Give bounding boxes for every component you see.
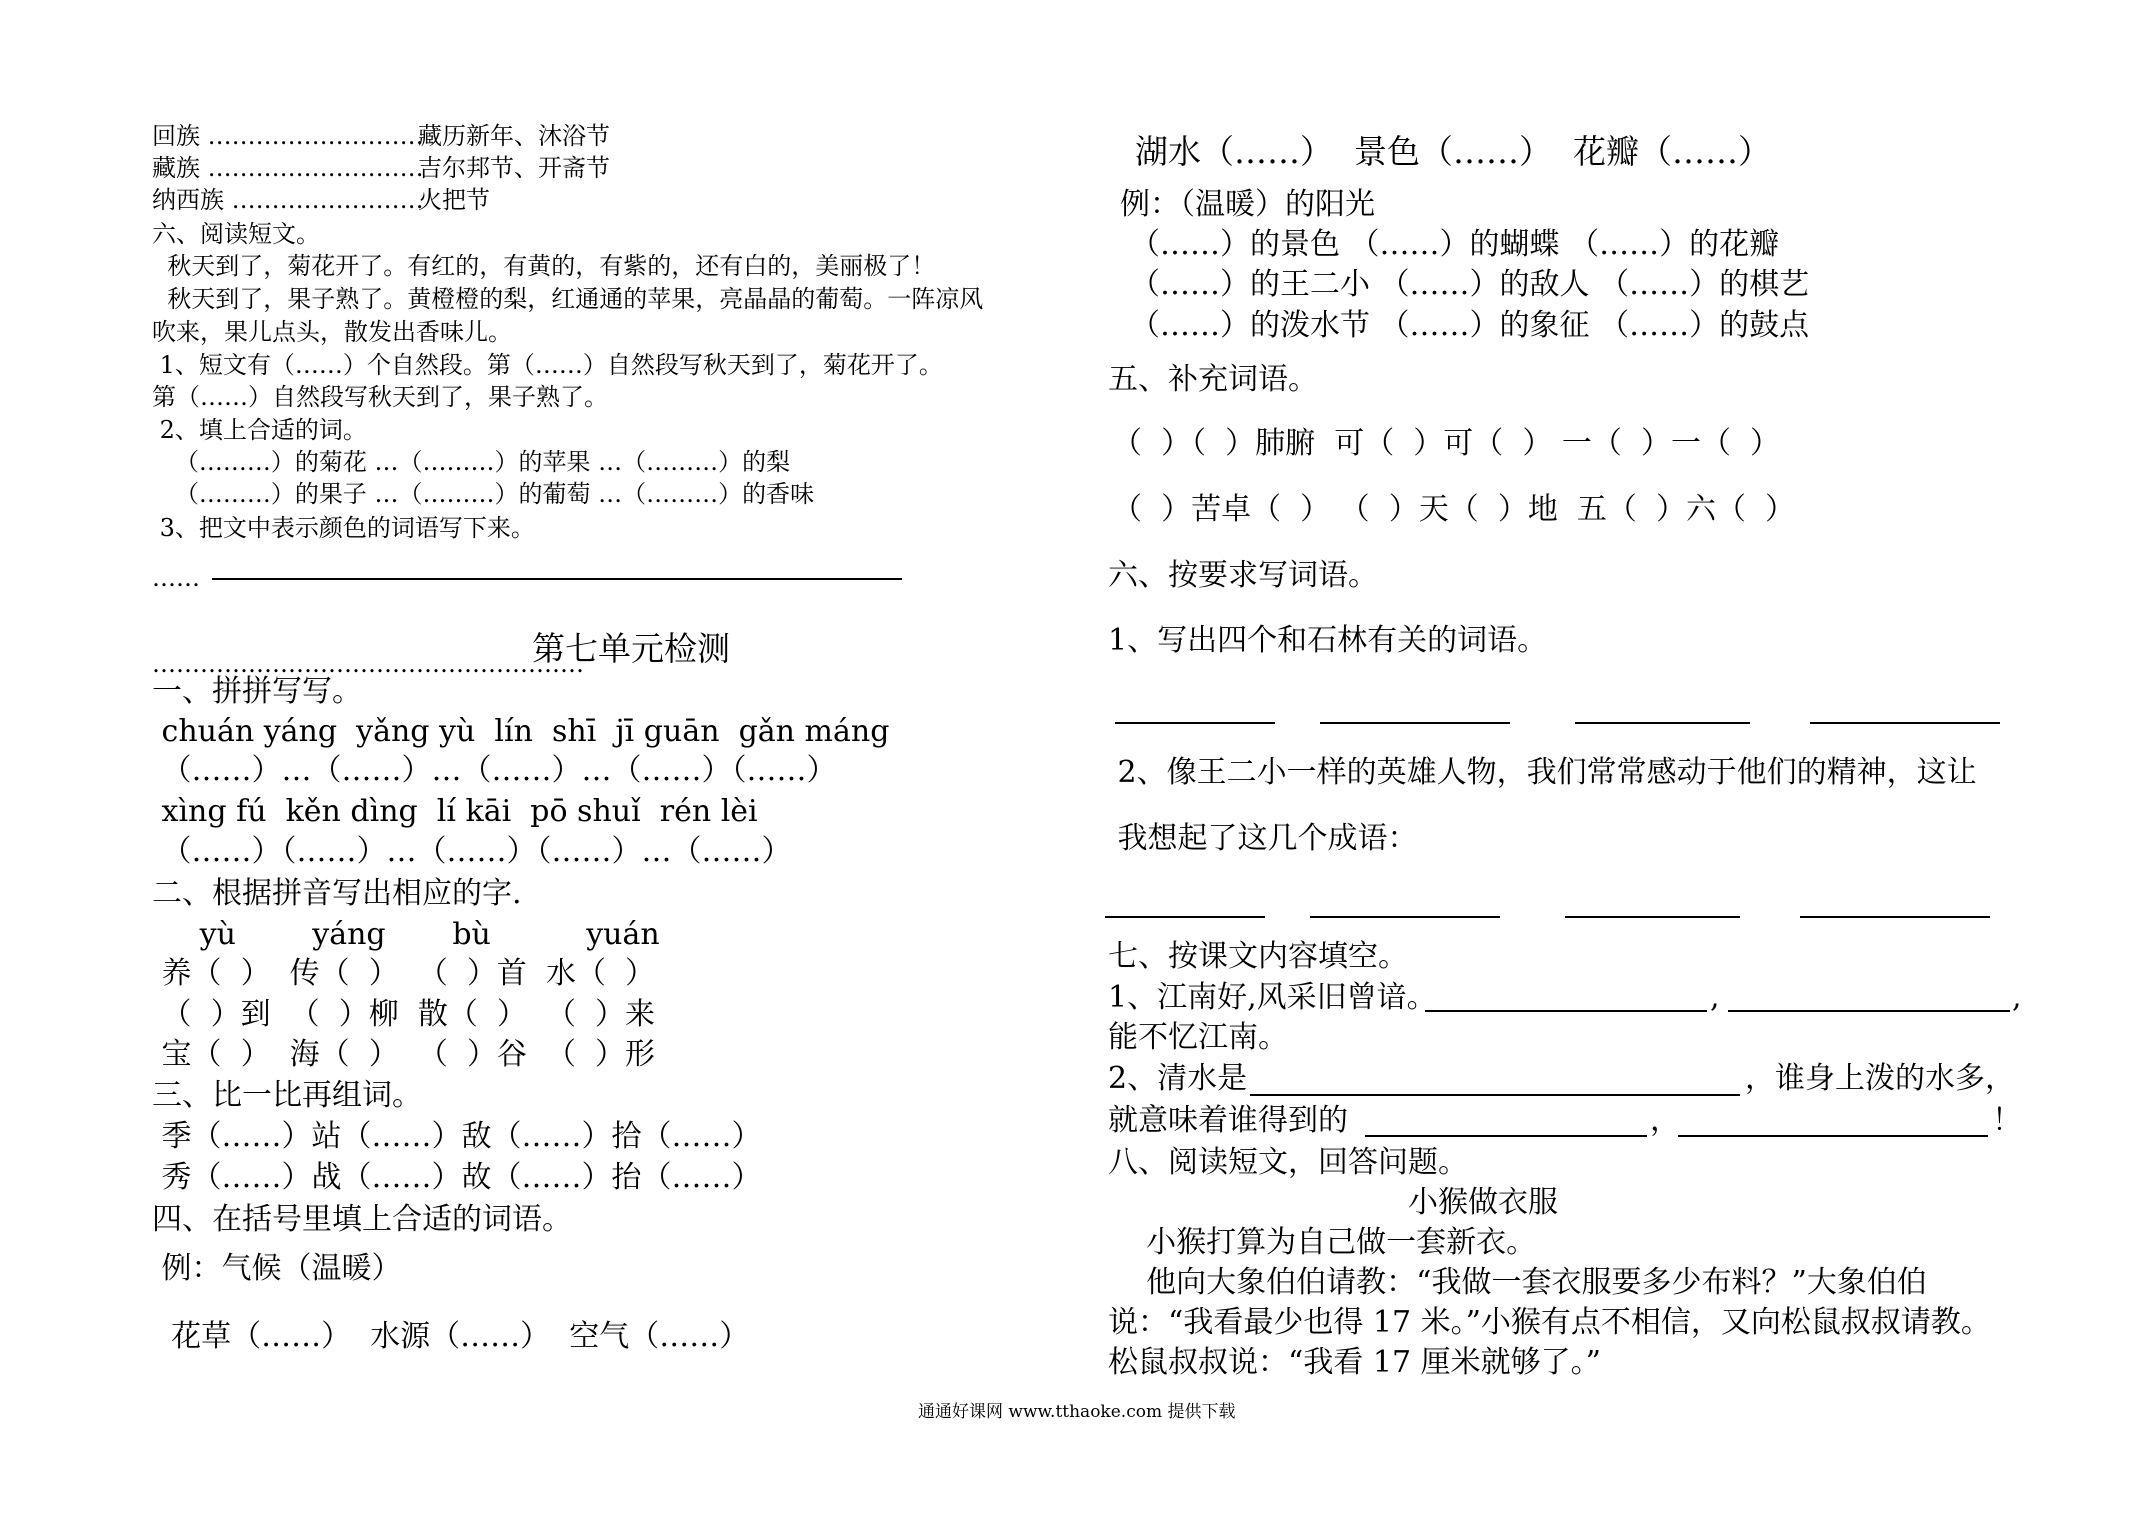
answer-line [1800,916,1990,918]
answer-line [1425,1010,1707,1012]
answer-line [1565,916,1740,918]
part-4-row-3: （……）的景色 （……）的蝴蝶 （……）的花瓣 [1130,227,1780,262]
footer-credit: 通通好课网 www.tthaoke.com 提供下载 [918,1402,1236,1422]
answer-line [1115,722,1275,724]
answer-line [1728,1010,2010,1012]
part-5-row-1: （ ）（ ）肺腑 可（ ）可（ ） 一（ ）一（ ） [1112,426,1781,461]
part-6-q2a: 2、像王二小一样的英雄人物，我们常常感动于他们的精神，这让 [1108,755,1977,790]
part-2-row-3: 宝（ ） 海（ ） （ ）谷 （ ）形 [152,1037,656,1072]
part-4-row-2: 湖水（……） 景色（……） 花瓣（……） [1135,132,1771,171]
part-5-row-2: （ ）苦卓（ ） （ ）天（ ）地 五（ ）六（ ） [1112,492,1796,527]
pinyin-row-1: chuán yáng yǎng yù lín shī jī guān gǎn máng [152,714,890,749]
part-7-q1-comma: , [1710,980,1720,1015]
answer-line [1365,1135,1647,1137]
question-2-row-1: （………）的菊花 …（………）的苹果 …（………）的梨 [152,448,791,476]
answer-line-lead: …… [152,564,200,592]
part-2-pinyin: yù yáng bù yuán [152,917,660,952]
question-3: 3、把文中表示颜色的词语写下来。 [152,514,535,542]
answer-line [1810,722,2000,724]
story-para-2a: 他向大象伯伯请教：“我做一套衣服要多少布料？”大象伯伯 [1108,1265,1927,1300]
part-3-row-1: 季（……）站（……）敌（……）拾（……） [152,1119,762,1154]
part-5-title: 五、补充词语。 [1108,362,1318,397]
answer-line [1105,916,1265,918]
part-6-q2b: 我想起了这几个成语： [1108,821,1418,856]
question-2-row-2: （………）的果子 …（………）的葡萄 …（………）的香味 [152,480,815,508]
passage-para-2a: 秋天到了，果子熟了。黄橙橙的梨，红通通的苹果，亮晶晶的葡萄。一阵凉风 [152,285,984,313]
question-1a: 1、短文有（……）个自然段。第（……）自然段写秋天到了，菊花开了。 [152,351,943,379]
section-6-title: 六、阅读短文。 [152,220,320,248]
answer-line [1575,722,1750,724]
part-4-example: 例：气候（温暖） [152,1251,402,1286]
part-4-row-4: （……）的王二小 （……）的敌人 （……）的棋艺 [1130,267,1810,302]
festival-name-3: 火把节 [418,186,490,214]
festival-name-2: 吉尔邦节、开斋节 [418,154,610,182]
part-2-row-1: 养（ ） 传（ ） （ ）首 水（ ） [152,956,656,991]
passage-para-1: 秋天到了，菊花开了。有红的，有黄的，有紫的，还有白的，美丽极了！ [152,252,936,280]
part-8-title: 八、阅读短文，回答问题。 [1108,1145,1468,1180]
part-4-title: 四、在括号里填上合适的词语。 [152,1202,572,1237]
part-3-title: 三、比一比再组词。 [152,1078,422,1113]
passage-para-2b: 吹来，果儿点头，散发出香味儿。 [152,318,512,346]
answer-line [1320,722,1510,724]
unit-title: 第七单元检测 [532,629,730,668]
pinyin-row-2: xìng fú kěn dìng lí kāi pō shuǐ rén lèi [152,794,758,829]
part-7-q1-end: , [2012,980,2022,1015]
answer-line [1250,1094,1740,1096]
story-title: 小猴做衣服 [1408,1185,1558,1220]
festival-ethnic-3: 纳西族 …………………… [152,186,424,214]
part-2-title: 二、根据拼音写出相应的字. [152,876,522,911]
part-7-title: 七、按课文内容填空。 [1108,939,1408,974]
question-1b: 第（……）自然段写秋天到了，果子熟了。 [152,383,608,411]
blank-row-1: （……）…（……）…（……）…（……）（……） [152,753,837,788]
festival-ethnic-1: 回族 ……………………… [152,122,424,150]
question-2: 2、填上合适的词。 [152,416,367,444]
blank-row-2: （……）（……）…（……）（……）…（……） [152,834,792,869]
part-4-example-2: 例：（温暖）的阳光 [1120,187,1375,222]
part-6-q1: 1、写出四个和石林有关的词语。 [1108,623,1548,658]
part-2-row-2: （ ）到 （ ）柳 散（ ） （ ）来 [152,997,656,1032]
answer-line [212,578,902,580]
part-7-q2b-comma: ， [1650,1103,1680,1138]
unit-title-lead: ……………………………………………… [152,650,584,678]
festival-ethnic-2: 藏族 ……………………… [152,154,424,182]
part-7-q2b-end: ！ [1992,1103,2022,1138]
story-para-1: 小猴打算为自己做一套新衣。 [1108,1225,1537,1260]
part-7-q2a-end: ，谁身上泼的水多， [1745,1061,2015,1096]
answer-line [1678,1135,1988,1137]
part-4-row-5: （……）的泼水节 （……）的象征 （……）的鼓点 [1130,308,1810,343]
part-4-row-1: 花草（……） 水源（……） 空气（……） [152,1319,750,1354]
part-7-q1b: 能不忆江南。 [1108,1020,1288,1055]
part-7-q2b: 就意味着谁得到的 [1108,1103,1348,1138]
part-7-q2a: 2、清水是 [1108,1061,1248,1096]
story-para-2c: 松鼠叔叔说：“我看 17 厘米就够了。” [1108,1345,1601,1380]
part-1-title: 一、拼拼写写。 [152,674,362,709]
festival-name-1: 藏历新年、沐浴节 [418,122,610,150]
answer-line [1310,916,1500,918]
part-3-row-2: 秀（……）战（……）故（……）抬（……） [152,1160,762,1195]
part-7-q1a: 1、江南好,风采旧曾谙。 [1108,980,1437,1015]
story-para-2b: 说：“我看最少也得 17 米。”小猴有点不相信，又向松鼠叔叔请教。 [1108,1305,1991,1340]
part-6-title: 六、按要求写词语。 [1108,558,1378,593]
